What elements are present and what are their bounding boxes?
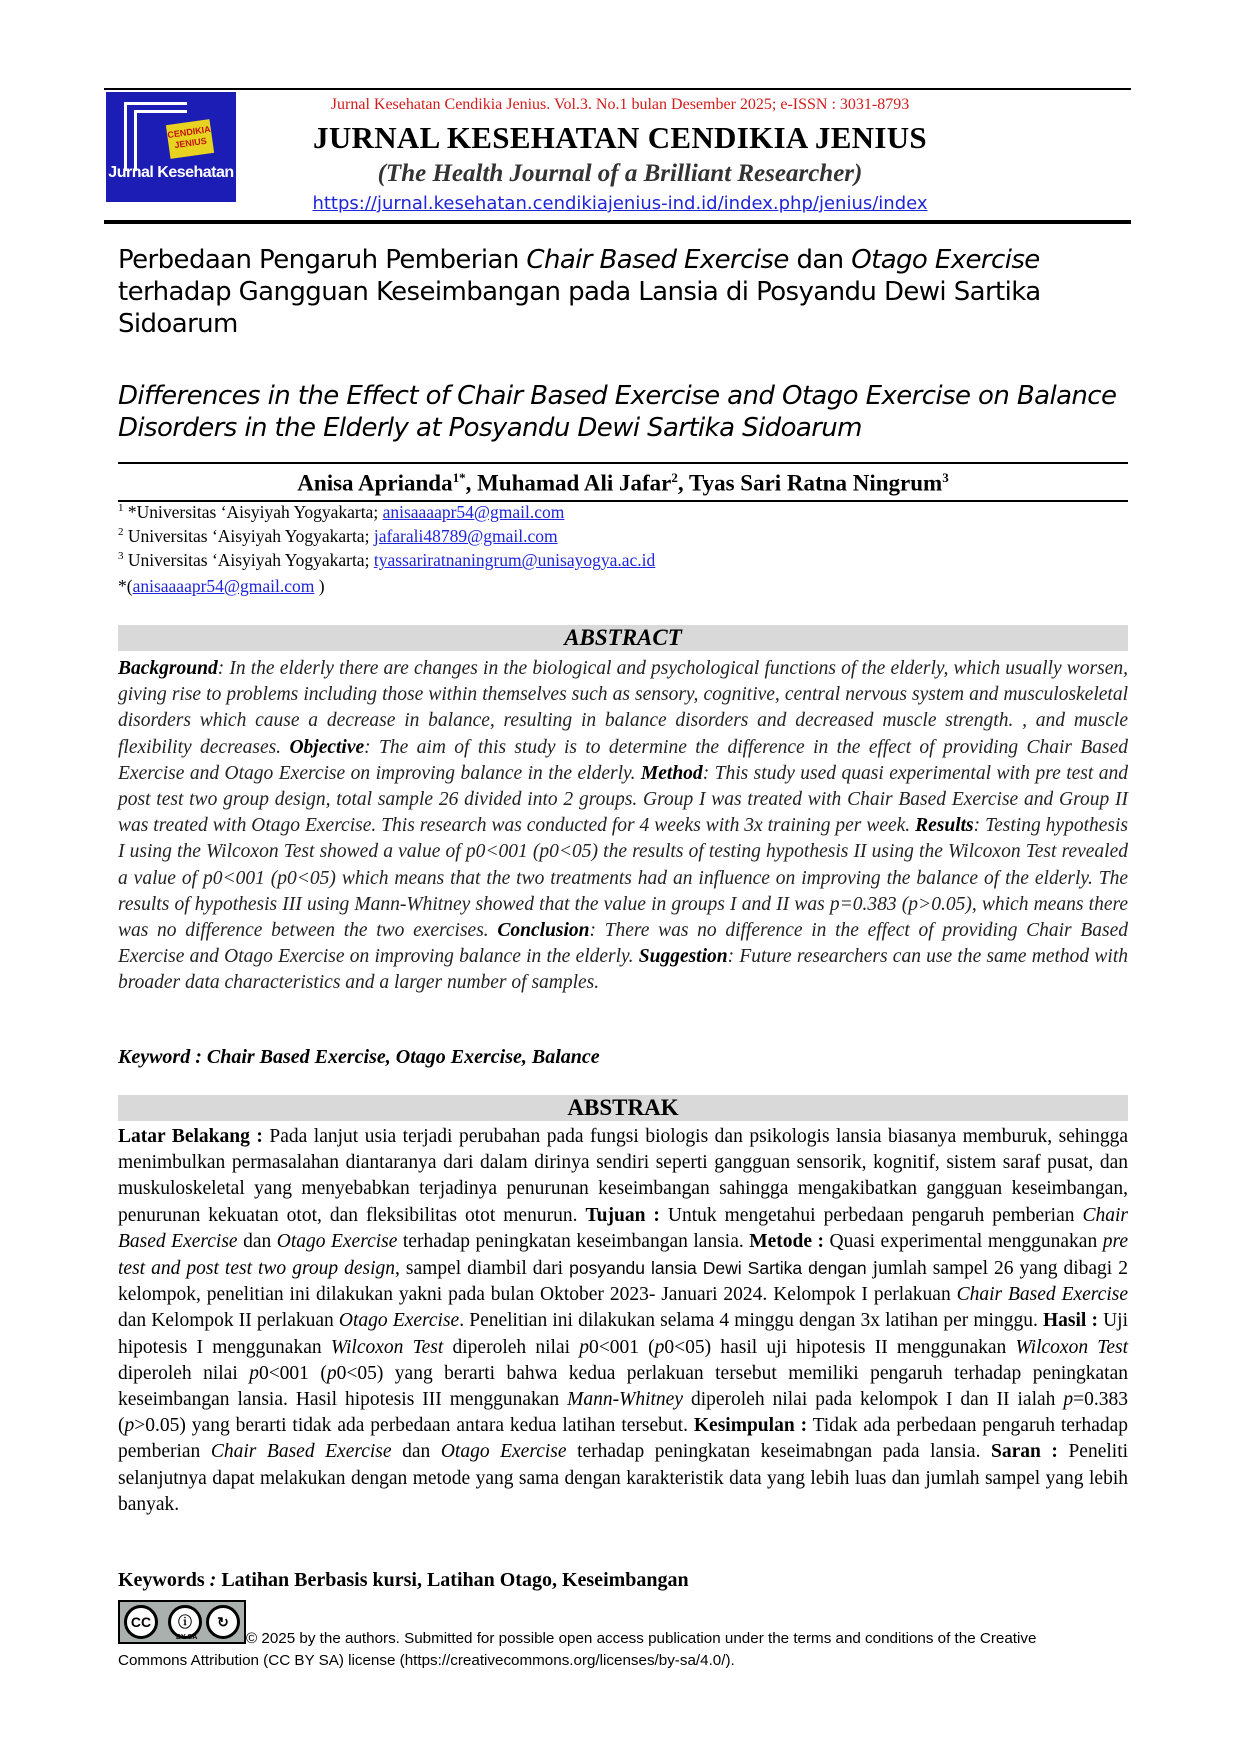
abstract-heading: ABSTRACT (118, 625, 1128, 651)
article-title-english: Differences in the Effect of Chair Based Exercise and Otago Exercise on Balance Disorders in the Elderly at Posyandu Dewi Sartika Sidoarum (118, 381, 1117, 443)
email-link[interactable]: anisaaaapr54@gmail.com (382, 502, 565, 522)
abstrak-heading: ABSTRAK (118, 1095, 1128, 1121)
journal-url-link[interactable]: https://jurnal.kesehatan.cendikiajenius-ind.id/index.php/jenius/index (312, 193, 928, 214)
logo-caption: Jurnal Kesehatan (108, 164, 234, 181)
author-name: Anisa Aprianda (297, 470, 453, 496)
abstract-indonesian: Latar Belakang : Pada lanjut usia terjadi perubahan pada fungsi biologis dan psikologis lansia biasanya memburuk, sehingga menimbulkan permasalahan diantaranya dari dalam dirinya sendiri seperti gangguan sensorik, kognitif, sistem saraf pusat, dan muskuloskeletal yang menyebabkan terjadinya penurunan keseimbangan sahingga mengakibatkan gangguan keseimbangan, penurunan kekuatan otot, dan fleksibilitas otot menurun. Tujuan : Untuk mengetahui perbedaan pengaruh pemberian Chair Based Exercise dan Otago Exercise terhadap peningkatan keseimbangan lansia. Metode : Quasi experimental menggunakan pre test and post test two group design, sampel diambil dari posyandu lansia Dewi Sartika dengan jumlah sampel 26 yang dibagi 2 kelompok, penelitian ini dilakukan yakni pada bulan Oktober 2023- Januari 2024. Kelompok I perlakuan Chair Based Exercise dan Kelompok II perlakuan Otago Exercise. Penelitian ini dilakukan selama 4 minggu dengan 3x latihan per minggu. Hasil : Uji hipotesis I menggunakan Wilcoxon Test diperoleh nilai p0<001 (p0<05) hasil uji hipotesis II menggunakan Wilcoxon Test diperoleh nilai p0<001 (p0<05) yang berarti bahwa kedua perlakuan tersebut memiliki pengaruh terhadap peningkatan keseimbangan lansia. Hasil hipotesis III menggunakan Mann-Whitney diperoleh nilai pada kelompok I dan II ialah p=0.383 (p>0.05) yang berarti tidak ada perbedaan antara kedua latihan tersebut. Kesimpulan : Tidak ada perbedaan pengaruh terhadap pemberian Chair Based Exercise dan Otago Exercise terhadap peningkatan keseimabngan pada lansia. Saran : Peneliti selanjutnya dapat melakukan dengan metode yang sama dengan karakteristik data yang lebih luas dan jumlah sampel yang lebih banyak. (118, 1126, 1129, 1515)
corresponding-author: *(anisaaaapr54@gmail.com ) (118, 576, 325, 596)
keywords-english: Keyword : Chair Based Exercise, Otago Exercise, Balance (118, 1046, 600, 1068)
license-notice: © 2025 by the authors. Submitted for possible open access publication under the terms and conditions of the Creative Commons Attribution (CC BY SA) license (https://creativecommons.org/licenses/by-sa/4.0/). (118, 1630, 1037, 1669)
affiliation-2: $^2$ Universitas ‘Aisyiyah Yogyakarta; jafarali48789@gmail.com (118, 526, 558, 546)
sa-icon: ↻ (206, 1605, 240, 1639)
email-link[interactable]: jafarali48789@gmail.com (373, 526, 558, 546)
cc-badge-tag: BY SA (176, 1634, 198, 1641)
keywords-indonesian: Keywords : Latihan Berbasis kursi, Latihan Otago, Keseimbangan (118, 1569, 689, 1591)
author-name: Muhamad Ali Jafar (477, 470, 672, 496)
author-name: Tyas Sari Ratna Ningrum (688, 470, 943, 496)
affiliation-1: $^1$ *Universitas ‘Aisyiyah Yogyakarta; anisaaaapr54@gmail.com (118, 502, 565, 522)
logo-badge: CENDIKIA JENIUS (166, 119, 214, 159)
authors-top-rule (118, 462, 1128, 464)
header-bottom-rule (104, 220, 1131, 224)
by-icon: ⓘ (168, 1605, 202, 1639)
journal-subtitle: (The Health Journal of a Brilliant Researcher) (377, 160, 863, 187)
cc-icon: CC (124, 1605, 158, 1639)
journal-meta: Jurnal Kesehatan Cendikia Jenius. Vol.3. No.1 bulan Desember 2025; e-ISSN : 3031-8793 (330, 96, 910, 113)
article-title-indonesian: Perbedaan Pengaruh Pemberian Chair Based Exercise dan Otago Exercise terhadap Gangguan Keseimbangan pada Lansia di Posyandu Dewi Sartika Sidoarum (118, 245, 1041, 339)
author-list: Anisa Aprianda$^{1*}$, Muhamad Ali Jafar$^2$, Tyas Sari Ratna Ningrum$^3$ (297, 470, 949, 496)
abstract-english: Background: In the elderly there are changes in the biological and psychological functions of the elderly, which usually worsen, giving rise to problems including those within themselves such as sensory, cognitive, central nervous system and musculoskeletal disorders which cause a decrease in balance, resulting in balance disorders and decreased muscle strength. , and muscle flexibility decreases. Objective: The aim of this study is to determine the difference in the effect of providing Chair Based Exercise and Otago Exercise on improving balance in the elderly. Method: This study used quasi experimental with pre test and post test two group design, total sample 26 divided into 2 groups. Group I was treated with Chair Based Exercise and Group II was treated with Otago Exercise. This research was conducted for 4 weeks with 3x training per week. Results: Testing hypothesis I using the Wilcoxon Test showed a value of p0<001 (p0<05) the results of testing hypothesis II using the Wilcoxon Test revealed a value of p0<001 (p0<05) which means that the two treatments had an influence on improving the balance of the elderly. The results of hypothesis III using Mann-Whitney showed that the value in groups I and II was p=0.383 (p>0.05), which means there was no difference between the two exercises. Conclusion: There was no difference in the effect of providing Chair Based Exercise and Otago Exercise on improving balance in the elderly. Suggestion: Future researchers can use the same method with broader data characteristics and a larger number of samples. (118, 658, 1128, 994)
email-link[interactable]: anisaaaapr54@gmail.com (132, 576, 315, 596)
affiliation-3: $^3$ Universitas ‘Aisyiyah Yogyakarta; tyassariratnaningrum@unisayogya.ac.id (118, 550, 656, 570)
journal-logo (106, 92, 236, 202)
journal-title: JURNAL KESEHATAN CENDIKIA JENIUS (313, 120, 927, 155)
header-top-rule (104, 88, 1131, 90)
email-link[interactable]: tyassariratnaningrum@unisayogya.ac.id (373, 550, 656, 570)
